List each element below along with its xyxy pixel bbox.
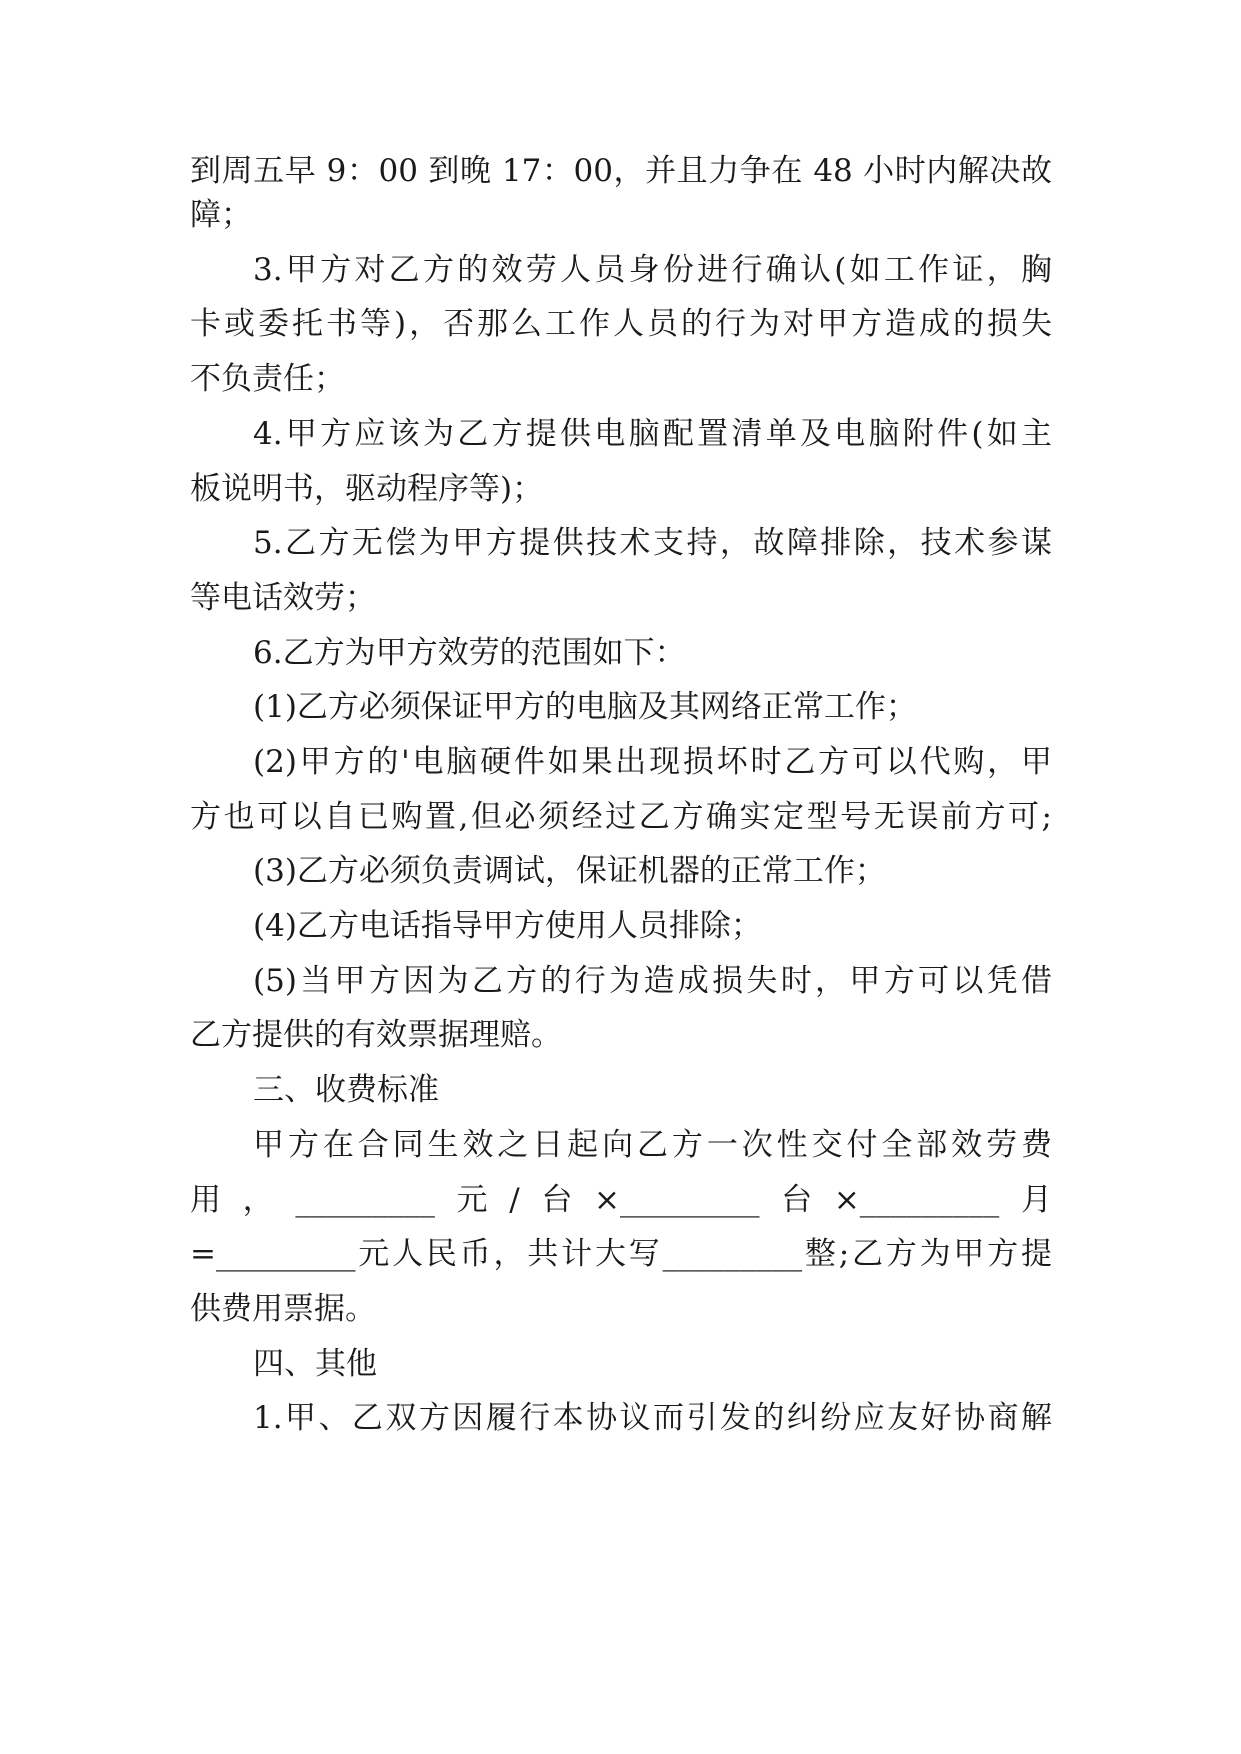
paragraph-line: 6.乙方为甲方效劳的范围如下： <box>253 635 686 671</box>
paragraph-line: 板说明书，驱动程序等)； <box>190 471 544 507</box>
paragraph-line: 5.乙方无偿为甲方提供技术支持，故障排除，技术参谋 <box>253 525 1052 561</box>
paragraph-line: 方也可以自已购置,但必须经过乙方确实定型号无误前方可; <box>190 799 1052 835</box>
paragraph-line: 4.甲方应该为乙方提供电脑配置清单及电脑附件(如主 <box>253 416 1052 452</box>
paragraph-line: 甲方在合同生效之日起向乙方一次性交付全部效劳费 <box>253 1127 1052 1163</box>
paragraph-line: 卡或委托书等)，否那么工作人员的行为对甲方造成的损失 <box>190 306 1052 342</box>
paragraph-line: (3)乙方必须负责调试，保证机器的正常工作； <box>253 853 886 889</box>
paragraph-line: 乙方提供的有效票据理赔。 <box>190 1017 562 1053</box>
paragraph-line: 不负责任； <box>190 361 345 397</box>
paragraph-line: 等电话效劳； <box>190 580 376 616</box>
paragraph-line: 供费用票据。 <box>190 1291 376 1327</box>
paragraph-line: =_________元人民币，共计大写_________整;乙方为甲方提 <box>190 1236 1052 1272</box>
paragraph-line: 到周五早 9：00 到晚 17：00，并且力争在 48 小时内解决故 <box>190 153 1052 189</box>
paragraph-line: (2)甲方的'电脑硬件如果出现损坏时乙方可以代购，甲 <box>253 744 1052 780</box>
paragraph-line: (5)当甲方因为乙方的行为造成损失时，甲方可以凭借 <box>253 963 1052 999</box>
paragraph-line: 障； <box>190 197 252 233</box>
paragraph-line: 3.甲方对乙方的效劳人员身份进行确认(如工作证，胸 <box>253 252 1052 288</box>
section-heading: 三、收费标准 <box>253 1072 439 1108</box>
section-heading: 四、其他 <box>253 1346 377 1382</box>
paragraph-line: (1)乙方必须保证甲方的电脑及其网络正常工作； <box>253 689 917 725</box>
paragraph-line: 1.甲、乙双方因履行本协议而引发的纠纷应友好协商解 <box>253 1400 1052 1436</box>
paragraph-line: 用，_________元/台×_________台×_________月 <box>190 1182 1052 1218</box>
paragraph-line: (4)乙方电话指导甲方使用人员排除； <box>253 908 762 944</box>
